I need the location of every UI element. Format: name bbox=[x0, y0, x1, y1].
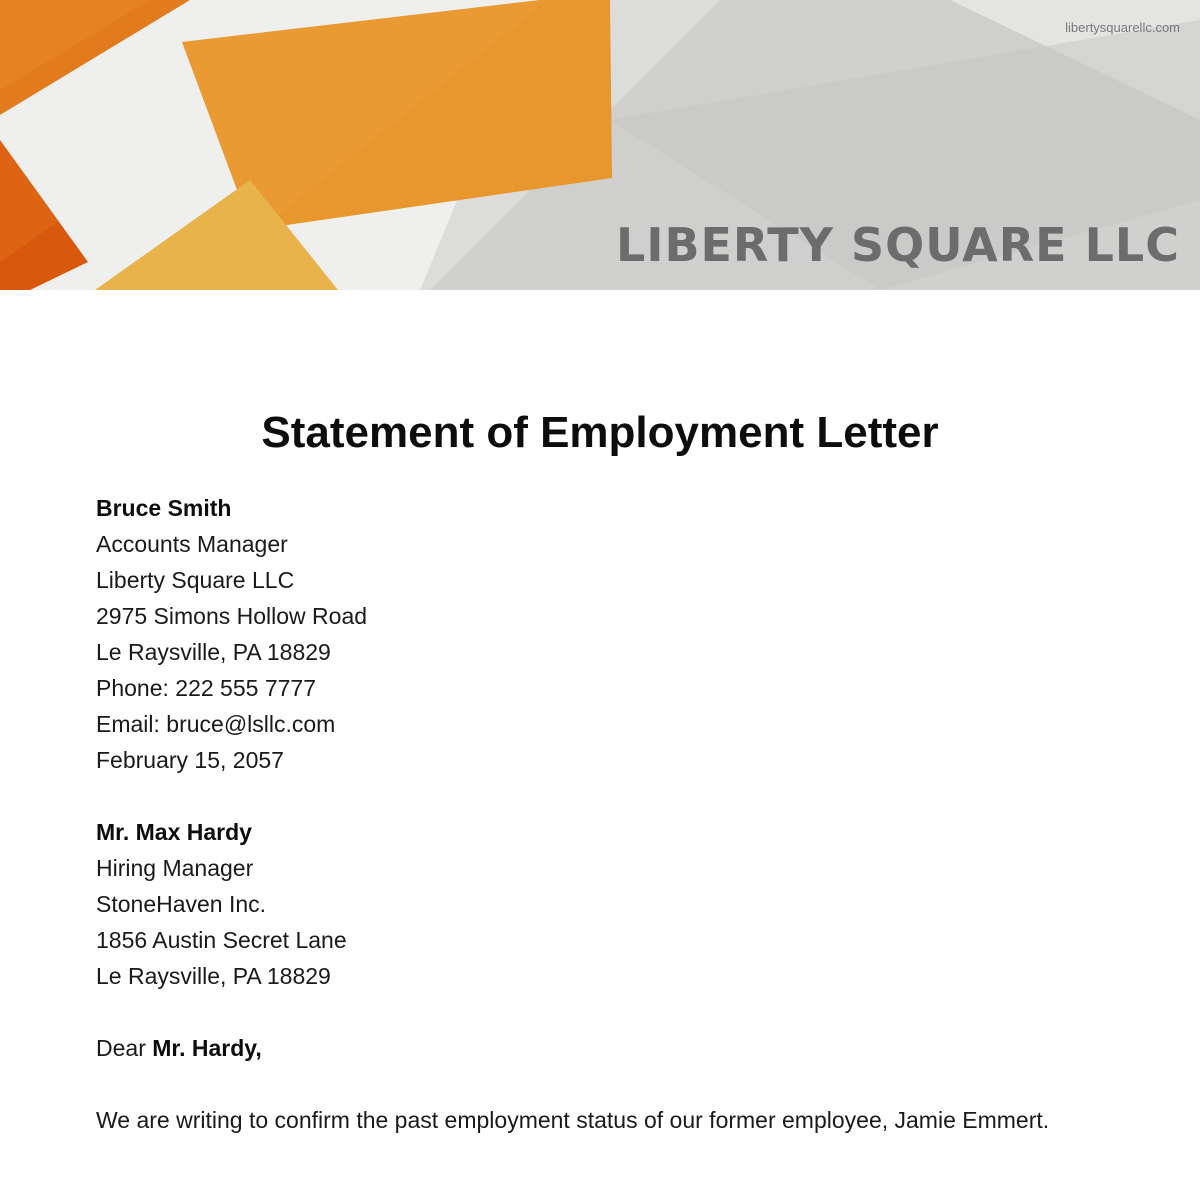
body-paragraph: We are writing to confirm the past employment status of our former employee, Jamie Emmert. bbox=[96, 1107, 1050, 1133]
sender-block bbox=[96, 490, 1106, 778]
page-title: Statement of Employment Letter bbox=[261, 408, 939, 457]
sender-email: Email: bruce@lsllc.com bbox=[96, 711, 336, 737]
recipient-city-state-zip: Le Raysville, PA 18829 bbox=[96, 963, 331, 989]
sender-position: Accounts Manager bbox=[96, 531, 288, 557]
salutation bbox=[96, 1030, 1106, 1066]
salutation-name: Mr. Hardy, bbox=[152, 1035, 262, 1061]
recipient-block bbox=[96, 814, 1106, 994]
sender-name: Bruce Smith bbox=[96, 495, 232, 521]
recipient-position: Hiring Manager bbox=[96, 855, 254, 881]
recipient-street: 1856 Austin Secret Lane bbox=[96, 927, 347, 953]
spacer bbox=[96, 778, 1106, 814]
header-banner bbox=[0, 0, 1200, 290]
sender-city-state-zip: Le Raysville, PA 18829 bbox=[96, 639, 331, 665]
spacer bbox=[96, 1066, 1106, 1102]
recipient-company: StoneHaven Inc. bbox=[96, 891, 267, 917]
site-url[interactable]: libertysquarellc.com bbox=[1065, 20, 1180, 35]
sender-street: 2975 Simons Hollow Road bbox=[96, 603, 368, 629]
company-wordmark: LIBERTY SQUARE LLC bbox=[616, 218, 1180, 272]
sender-phone: Phone: 222 555 7777 bbox=[96, 675, 316, 701]
recipient-name: Mr. Max Hardy bbox=[96, 819, 252, 845]
salutation-prefix: Dear bbox=[96, 1035, 153, 1061]
letter-date: February 15, 2057 bbox=[96, 747, 284, 773]
sender-company: Liberty Square LLC bbox=[96, 567, 295, 593]
letter-body bbox=[96, 490, 1106, 1138]
spacer bbox=[96, 994, 1106, 1030]
